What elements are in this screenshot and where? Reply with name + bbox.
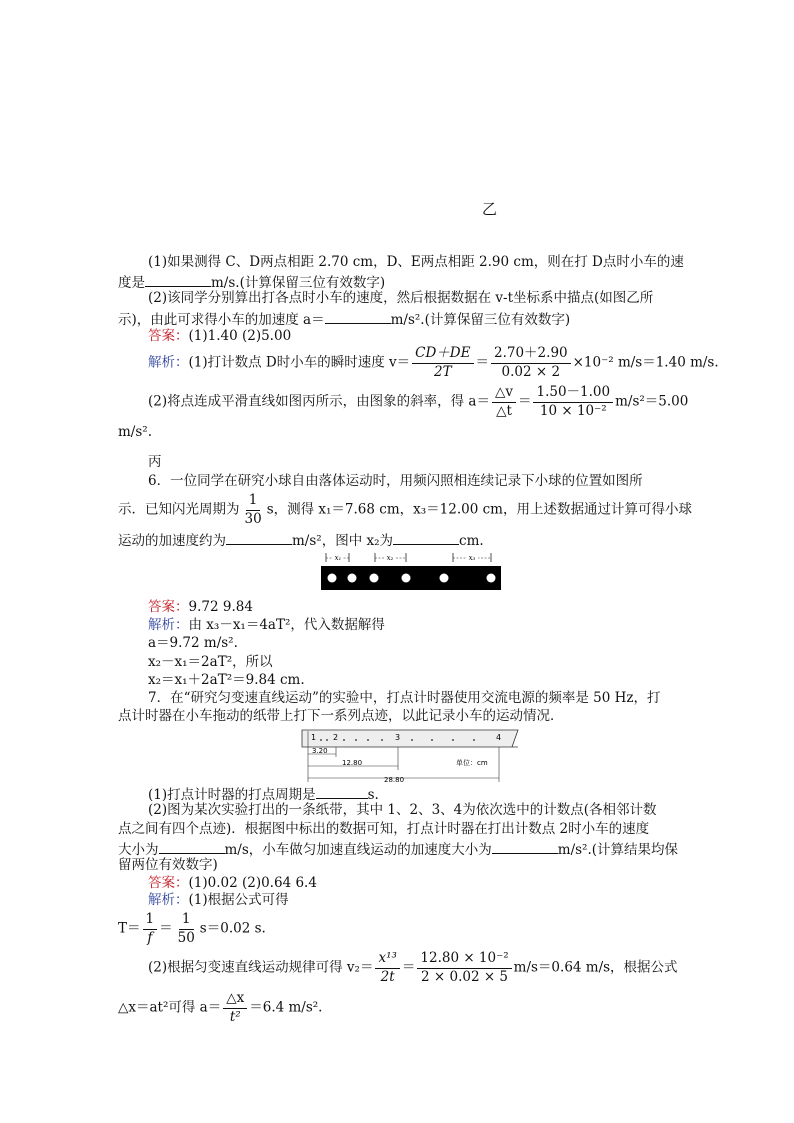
ball-image (402, 574, 411, 583)
q7-part2-line1: (2)图为某次实验打出的一条纸带，其中 1、2、3、4为依次选中的计数点(各相邻计数 (148, 802, 657, 818)
q7-explanation-3: (2)根据匀变速直线运动规律可得 v₂＝ $\frac{\text{x¹³}}{2t}$ ＝ $\frac{\text{12.80 × 10⁻²}}{2 \times 0.02 \times 5}$ m/s＝0.64 m/s，根据公式 (148, 950, 678, 985)
q7-part2-line2: 点之间有四个点迹)．根据图中标出的数据可知，打点计时器在打出计数点 2时小车的速度 (118, 821, 650, 837)
q7-answer: 答案：(1)0.02 (2)0.64 6.4 (148, 875, 317, 891)
tape-dim-28-80: 28.80 (384, 776, 405, 783)
flash-photo-figure (318, 550, 504, 594)
tape-unit: 单位：cm (456, 759, 488, 767)
q6-explanation-3: x₂－x₁＝2aT²，所以 (148, 654, 273, 670)
ball-image (328, 574, 337, 583)
ball-image (370, 574, 379, 583)
blank (159, 841, 225, 854)
q7-part2-line3: 大小为 m/s，小车做匀加速直线运动的加速度大小为 m/s².(计算结果均保 (118, 842, 679, 858)
label-x1: x₁ (334, 554, 342, 562)
tape-number-2: 2 (333, 733, 339, 742)
q5-part1-line1: (1)如果测得 C、D两点相距 2.70 cm，D、E两点相距 2.90 cm，则在打 D点时小车的速 (148, 254, 684, 270)
q7-explanation-2: T＝ $\frac{1}{f}$ ＝ $\frac{1}{50}$ s＝0.02 s. (118, 911, 266, 946)
q5-explanation-1: 解析：(1)打计数点 D时小车的瞬时速度 v＝ $\frac{CD+DE}{2T}$ ＝ $\frac{2.70+2.90}{0.02 \times 2}$ ×10⁻² m/s＝1.40 m/s. (148, 345, 719, 380)
q5-explanation-2-wrap: m/s². (118, 424, 152, 440)
q6-explanation-4: x₂＝x₁＋2aT²＝9.84 cm. (148, 672, 305, 688)
q5-part2-line2: 示)，由此可求得小车的加速度 a＝ m/s².(计算保留三位有效数字) (118, 312, 571, 328)
q5-answer: 答案：(1)1.40 (2)5.00 (148, 328, 292, 344)
ball-image (487, 574, 496, 583)
blank (492, 841, 558, 854)
tape-dim-12-80: 12.80 (342, 759, 363, 767)
q7-explanation-4: △x＝at²可得 a＝ $\frac{\triangle x}{\text{t²}}$ ＝6.4 m/s². (118, 990, 323, 1025)
q6-explanation-2: a＝9.72 m/s². (148, 635, 238, 651)
q7-part2-line4: 留两位有效数字) (118, 857, 218, 873)
q6-line3: 运动的加速度约为 m/s²，图中 x₂为 cm. (118, 533, 484, 549)
blank (226, 532, 292, 545)
q7-line1: 7．在“研究匀变速直线运动”的实验中，打点计时器使用交流电源的频率是 50 Hz，打 (148, 690, 661, 706)
figure-bing-label: 丙 (148, 454, 162, 470)
tape-number-1: 1 (311, 733, 317, 742)
blank (316, 786, 368, 799)
q5-part2-line1: (2)该同学分别算出打各点时小车的速度，然后根据数据在 v-t坐标系中描点(如图乙所 (148, 290, 654, 306)
figure-yi-label: 乙 (482, 200, 498, 218)
q7-part1: (1)打点计时器的打点周期是 s. (148, 787, 379, 803)
ball-image (440, 574, 449, 583)
q6-line2: 示．已知闪光周期为 $\frac{1}{30}$ s，测得 x₁＝7.68 cm，x₃＝12.00 cm，用上述数据通过计算可得小球 (118, 492, 692, 527)
paper-tape-figure (298, 727, 524, 783)
tape-dim-3-20: 3.20 (312, 747, 328, 755)
q6-answer: 答案：9.72 9.84 (148, 599, 253, 615)
q7-line2: 点计时器在小车拖动的纸带上打下一系列点迹，以此记录小车的运动情况． (118, 708, 564, 724)
ball-image (348, 574, 357, 583)
blank (393, 532, 459, 545)
tape-number-4: 4 (496, 733, 502, 742)
q5-part1-line2: 度是 m/s.(计算保留三位有效数字) (118, 275, 386, 291)
label-x3: x₃ (468, 554, 476, 562)
q5-explanation-2: (2)将点连成平滑直线如图丙所示，由图象的斜率，得 a＝ $\frac{\triangle v}{\triangle t}$ ＝ $\frac{1.50-1.00}{\text{10 × 10⁻²}}$ m/s²＝5.00 (148, 384, 689, 419)
label-x2: x₂ (386, 554, 394, 562)
q6-line1: 6．一位同学在研究小球自由落体运动时，用频闪照相连续记录下小球的位置如图所 (148, 473, 643, 489)
tape-number-3: 3 (395, 733, 401, 742)
q7-explanation-1: 解析：(1)根据公式可得 (148, 892, 289, 908)
blank (145, 274, 211, 287)
blank (325, 311, 391, 324)
q6-explanation-1: 解析：由 x₃－x₁＝4aT²，代入数据解得 (148, 617, 385, 633)
